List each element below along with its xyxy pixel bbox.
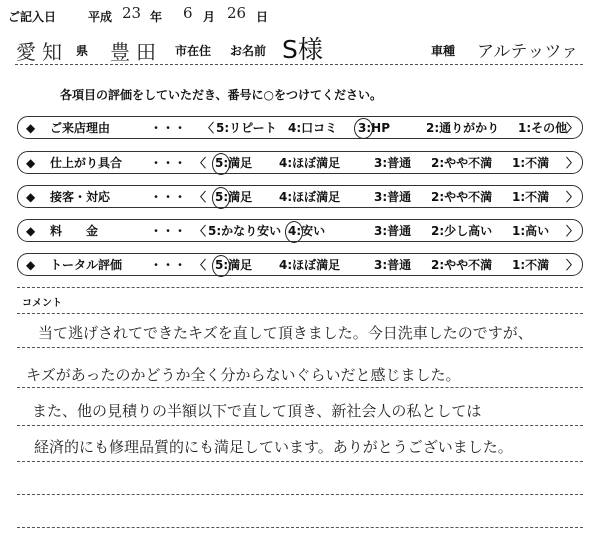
- comment-rule: [17, 425, 583, 426]
- row-open-bracket: 〈: [194, 224, 207, 238]
- row-dots: ・・・: [150, 121, 187, 135]
- row-dots: ・・・: [150, 190, 187, 204]
- car-label: 車種: [431, 44, 456, 58]
- option-1[interactable]: 1:不満: [512, 156, 550, 170]
- option-2[interactable]: 2:通りがかり: [426, 121, 500, 135]
- row-dots: ・・・: [150, 224, 187, 238]
- rating-row-finish-quality: [17, 151, 583, 174]
- option-2[interactable]: 2:やや不満: [431, 190, 493, 204]
- option-2[interactable]: 2:やや不満: [431, 258, 493, 272]
- row-label: ご来店理由: [50, 121, 111, 135]
- selected-circle: [212, 153, 230, 175]
- year-value: 23: [122, 4, 142, 22]
- row-bullet: ◆: [26, 190, 36, 204]
- comment-label: コメント: [22, 298, 62, 309]
- selected-circle: [285, 221, 303, 243]
- option-1[interactable]: 1:不満: [512, 190, 550, 204]
- row-close-bracket: 〉: [566, 258, 579, 272]
- row-close-bracket: 〉: [566, 156, 579, 170]
- prefecture-value: 愛知: [16, 40, 68, 64]
- option-3[interactable]: 3:普通: [374, 156, 412, 170]
- row-close-bracket: 〉: [566, 121, 579, 135]
- comment-rule: [17, 347, 583, 348]
- row-label: トータル評価: [50, 258, 123, 272]
- row-open-bracket: 〈: [194, 190, 207, 204]
- month-unit: 月: [203, 10, 216, 24]
- rating-row-visit-reason: [17, 116, 583, 139]
- customer-name: S様: [282, 35, 323, 64]
- option-4[interactable]: 4:ほぼ満足: [279, 156, 341, 170]
- comment-rule: [17, 387, 583, 388]
- option-1[interactable]: 1:不満: [512, 258, 550, 272]
- instruction-text: 各項目の評価をしていただき、番号に○をつけてください。: [60, 88, 382, 102]
- row-open-bracket: 〈: [194, 156, 207, 170]
- row-dots: ・・・: [150, 156, 187, 170]
- option-4[interactable]: 4:安い: [288, 224, 326, 238]
- option-5[interactable]: 5:満足: [215, 258, 253, 272]
- option-2[interactable]: 2:やや不満: [431, 156, 493, 170]
- comment-rule: [17, 313, 583, 314]
- row-bullet: ◆: [26, 156, 36, 170]
- option-5[interactable]: 5:満足: [215, 190, 253, 204]
- rating-row-price: [17, 219, 583, 242]
- option-1[interactable]: 1:高い: [512, 224, 550, 238]
- row-bullet: ◆: [26, 224, 36, 238]
- city-value: 豊田: [110, 40, 162, 64]
- comment-line-1: 当て逃げされてできたキズを直して頂きました。今日洗車したのですが、: [38, 324, 533, 342]
- row-close-bracket: 〉: [566, 190, 579, 204]
- row-dots: ・・・: [150, 258, 187, 272]
- option-3[interactable]: 3:HP: [358, 121, 390, 135]
- option-5[interactable]: 5:満足: [215, 156, 253, 170]
- row-close-bracket: 〉: [566, 224, 579, 238]
- month-value: 6: [183, 4, 193, 22]
- day-value: 26: [227, 4, 247, 22]
- date-label: ご記入日: [8, 10, 57, 24]
- option-2[interactable]: 2:少し高い: [431, 224, 493, 238]
- name-label: お名前: [230, 44, 267, 58]
- rating-row-service: [17, 185, 583, 208]
- comment-rule: [17, 461, 583, 462]
- option-4[interactable]: 4:ほぼ満足: [279, 190, 341, 204]
- comment-line-4: 経済的にも修理品質的にも満足しています。ありがとうございました。: [34, 438, 513, 456]
- row-label: 接客・対応: [50, 190, 111, 204]
- option-3[interactable]: 3:普通: [374, 190, 412, 204]
- row-label: 仕上がり具合: [50, 156, 123, 170]
- row-open-bracket: 〈: [202, 121, 215, 135]
- option-3[interactable]: 3:普通: [374, 258, 412, 272]
- era-label: 平成: [88, 10, 113, 24]
- car-model: アルテッツァ: [477, 42, 579, 62]
- row-bullet: ◆: [26, 258, 36, 272]
- option-1[interactable]: 1:その他: [518, 121, 568, 135]
- option-5[interactable]: 5:かなり安い: [208, 224, 282, 238]
- option-4[interactable]: 4:ほぼ満足: [279, 258, 341, 272]
- selected-circle: [212, 255, 230, 277]
- comment-top-divider: [17, 287, 583, 288]
- year-unit: 年: [150, 10, 163, 24]
- option-3[interactable]: 3:普通: [374, 224, 412, 238]
- option-4[interactable]: 4:口コミ: [288, 121, 338, 135]
- city-unit: 市在住: [175, 44, 212, 58]
- rating-row-overall: [17, 253, 583, 276]
- prefecture-unit: 県: [76, 44, 89, 58]
- selected-circle: [212, 187, 230, 209]
- comment-rule: [17, 494, 583, 495]
- option-5[interactable]: 5:リピート: [216, 121, 277, 135]
- day-unit: 日: [256, 10, 269, 24]
- comment-line-3: また、他の見積りの半額以下で直して頂き、新社会人の私としては: [32, 402, 482, 420]
- header-divider: [15, 64, 583, 65]
- row-bullet: ◆: [26, 121, 36, 135]
- comment-line-2: キズがあったのかどうか全く分からないぐらいだと感じました。: [26, 366, 461, 384]
- row-open-bracket: 〈: [194, 258, 207, 272]
- comment-rule: [17, 527, 583, 528]
- row-label: 料 金: [50, 224, 99, 238]
- selected-circle: [354, 118, 373, 139]
